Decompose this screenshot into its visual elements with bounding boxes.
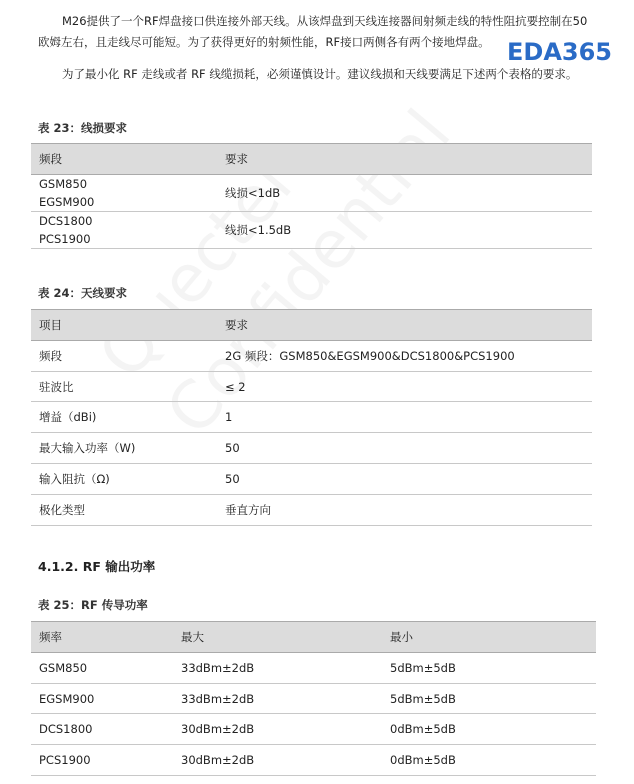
- intro-paragraph: M26提供了一个RF焊盘接口供连接外部天线。从该焊盘到天线连接器间射频走线的特性阻抗要控制在50欧姆左右，且走线尽可能短。为了获得更好的射频性能，RF接口两侧各有两个接地焊盘。: [38, 14, 588, 49]
- table-24: [31, 309, 592, 526]
- table-row: [31, 684, 596, 714]
- table-cell: ≤ 2: [217, 372, 592, 402]
- table-row: [31, 745, 596, 776]
- table-cell: 33dBm±2dB: [173, 653, 382, 684]
- table-cell: GSM850: [31, 653, 173, 684]
- eda365-logo: EDA365: [507, 38, 612, 66]
- table-23: [31, 143, 592, 249]
- table-cell: 驻波比: [31, 372, 217, 402]
- table-cell: 线损<1.5dB: [217, 212, 592, 249]
- table-cell: 输入阻抗（Ω): [31, 464, 217, 495]
- table-cell: EGSM900: [31, 684, 173, 714]
- table-row: [31, 402, 592, 433]
- table-cell: 频段: [31, 341, 217, 372]
- table-cell: DCS1800: [31, 714, 173, 745]
- table-cell: 最大输入功率（W): [31, 433, 217, 464]
- table-24-caption: 表 24：天线要求: [38, 286, 128, 300]
- table-cell: 极化类型: [31, 495, 217, 526]
- table-cell: 增益（dBi): [31, 402, 217, 433]
- table-25-caption: 表 25：RF 传导功率: [38, 598, 148, 612]
- table-row: [31, 464, 592, 495]
- table-row: [31, 653, 596, 684]
- table-cell: PCS1900: [31, 745, 173, 776]
- table-header-cell: 项目: [31, 310, 217, 341]
- table-cell: 垂直方向: [217, 495, 592, 526]
- table-row: [31, 495, 592, 526]
- table-row: [31, 212, 592, 249]
- table-header-cell: 最大: [173, 622, 382, 653]
- table-cell: 2G 频段：GSM850&EGSM900&DCS1800&PCS1900: [217, 341, 592, 372]
- table-row: [31, 433, 592, 464]
- table-header-cell: 频率: [31, 622, 173, 653]
- table-cell: 5dBm±5dB: [382, 653, 596, 684]
- section-heading: 4.1.2. RF 输出功率: [38, 559, 156, 574]
- table-row: [31, 175, 592, 212]
- table-cell: 5dBm±5dB: [382, 684, 596, 714]
- table-cell: DCS1800 PCS1900: [31, 212, 217, 249]
- table-row: [31, 372, 592, 402]
- table-header-cell: 频段: [31, 144, 217, 175]
- table-cell: GSM850 EGSM900: [31, 175, 217, 212]
- table-cell: 1: [217, 402, 592, 433]
- table-header-cell: 要求: [217, 144, 592, 175]
- table-cell: 50: [217, 433, 592, 464]
- table-header-cell: 最小: [382, 622, 596, 653]
- table-row: [31, 714, 596, 745]
- table-cell: 30dBm±2dB: [173, 714, 382, 745]
- table-cell: 0dBm±5dB: [382, 745, 596, 776]
- table-cell: 30dBm±2dB: [173, 745, 382, 776]
- table-25: [31, 621, 596, 776]
- table-cell: 33dBm±2dB: [173, 684, 382, 714]
- table-row: [31, 341, 592, 372]
- design-note-paragraph: 为了最小化 RF 走线或者 RF 线缆损耗，必须谨慎设计。建议线损和天线要满足下述两个表格的要求。: [62, 67, 578, 81]
- table-23-caption: 表 23：线损要求: [38, 121, 128, 135]
- table-cell: 50: [217, 464, 592, 495]
- table-cell: 线损<1dB: [217, 175, 592, 212]
- table-cell: 0dBm±5dB: [382, 714, 596, 745]
- table-header-cell: 要求: [217, 310, 592, 341]
